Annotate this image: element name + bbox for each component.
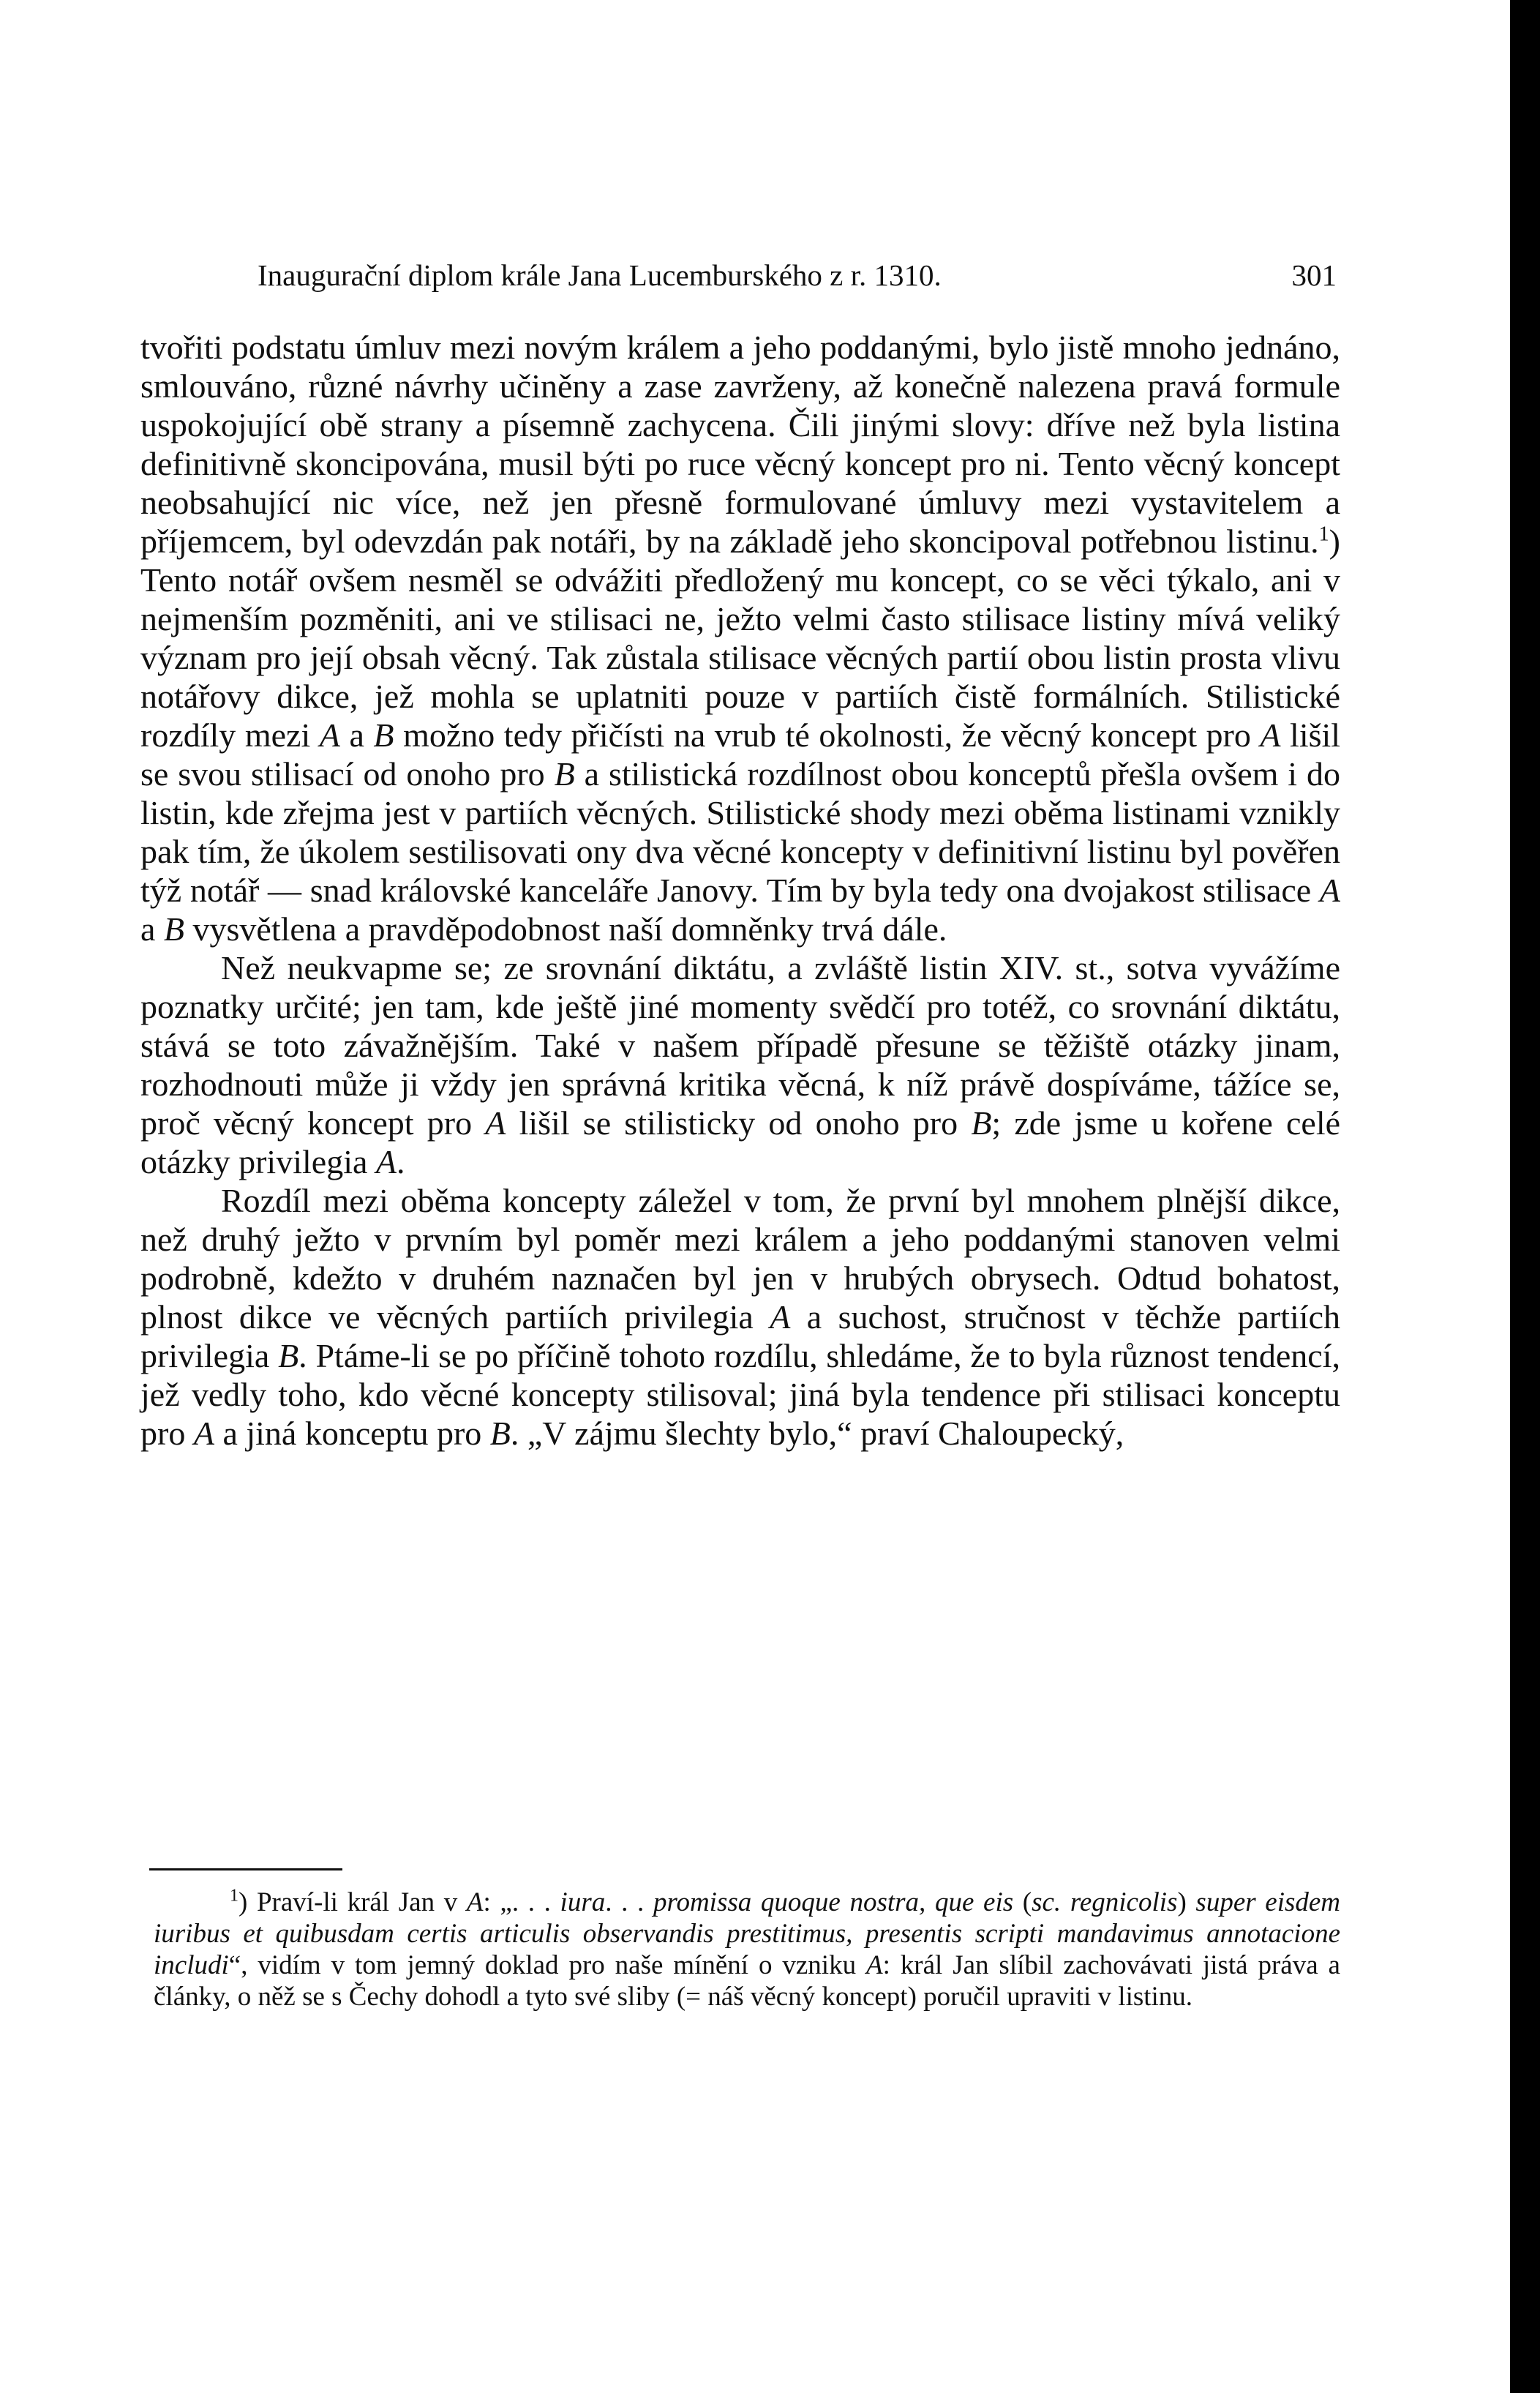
footnote-paragraph	[154, 1887, 1340, 2012]
text-run: Rozdíl mezi oběma koncepty záležel v tom, že první byl mnohem plnější dikce, než druhý ježto v prvním byl poměr mezi králem a jeho poddanými stanoven velmi podrobně, kdežto v druhém naznačen byl jen v hrubých obrysech. Odtud bohatost, plnost dikce ve věcných partiích privilegia	[140, 1182, 1340, 1336]
paragraph-3	[140, 1181, 1340, 1453]
text-run: možno tedy přičísti na vrub té okolnosti, že věcný koncept pro	[403, 716, 1251, 754]
document-siglum: B	[971, 1104, 992, 1142]
footnote-marker: 1	[230, 1886, 238, 1906]
text-run: a stilistická rozdílnost obou konceptů přešla ovšem i do listin, kde zřejma jest v partiích věcných. Stilistické shody mezi oběma listinami vznikly pak tím, že úkolem sestilisovati ony dva věcné koncepty v definitivní listinu byl pověřen týž notář — snad královské kanceláře Janovy. Tím by byla tedy ona dvojakost stilisace	[140, 755, 1341, 909]
document-siglum: A	[865, 1950, 883, 1980]
footnote-divider	[149, 1868, 342, 1870]
text-run: (	[1022, 1887, 1032, 1917]
text-run: .	[397, 1143, 405, 1180]
paragraph-2	[140, 948, 1340, 1181]
text-run: “, vidím v tom jemný doklad pro naše mínění o vzniku	[228, 1950, 857, 1980]
document-siglum: A	[466, 1887, 484, 1917]
running-head	[258, 255, 1337, 296]
text-run: . „V zájmu šlechty bylo,“ praví Chaloupecký,	[510, 1415, 1124, 1452]
text-run: . Ptáme-li se po příčině tohoto rozdílu, shledáme, že to byla různost tendencí, jež vedly toho, kdo věcné koncepty stilisoval; jiná byla tendence při stilisaci konceptu pro	[140, 1337, 1341, 1452]
document-siglum: B	[163, 910, 185, 948]
text-run: : „. . .	[483, 1887, 551, 1917]
document-siglum: A	[1319, 872, 1341, 909]
text-run: ) Tento notář ovšem nesměl se odvážiti předložený mu koncept, co se věci týkalo, ani v nejmenším pozměniti, ani ve stilisaci ne, ježto velmi často stilisace listiny mívá veliký význam pro její obsah věcný. Tak zůstala stilisace věcných partií obou listin prosta vlivu notářovy dikce, jež mohla se uplatniti pouze v partiích čistě formálních. Stilistické rozdíly mezi	[140, 523, 1340, 754]
text-run: ; zde jsme u kořene celé otázky privilegia	[140, 1104, 1341, 1180]
text-run: a	[140, 910, 156, 948]
document-siglum: A	[485, 1104, 506, 1142]
document-siglum: A	[1260, 716, 1281, 754]
document-siglum: A	[319, 716, 340, 754]
paragraph-1	[140, 328, 1340, 948]
text-run: lišil se stilisticky od onoho pro	[519, 1104, 958, 1142]
text-run: ) Praví-li král Jan v	[238, 1887, 458, 1917]
latin-quote: sc. regnicolis	[1032, 1887, 1178, 1917]
text-run: vysvětlena a pravděpodobnost naší domněnky trvá dále.	[192, 910, 947, 948]
text-run: lišil se svou stilisací od onoho pro	[140, 716, 1341, 793]
text-run: tvořiti podstatu úmluv mezi novým králem a jeho poddanými, bylo jistě mnoho jednáno, smlouváno, různé návrhy učiněny a zase zavrženy, až konečně nalezena pravá formule uspokojující obě strany a písemně zachycena. Čili jinými slovy: dříve než byla listina definitivně skoncipována, musil býti po ruce věcný koncept pro ni. Tento věcný koncept neobsahující nic více, než jen přesně formulované úmluvy mezi vystavitelem a příjemcem, byl odevzdán pak notáři, by na základě jeho skoncipoval potřebnou listinu.	[140, 329, 1340, 560]
document-siglum: A	[770, 1298, 791, 1336]
document-siglum: A	[193, 1415, 214, 1452]
text-run: : král Jan slíbil zachovávati jistá práva a články, o něž se s Čechy dohodl a tyto své sliby (= náš věcný koncept) poručil upraviti v listinu.	[154, 1950, 1340, 2012]
page-number: 301	[1291, 258, 1337, 292]
footnote	[154, 1887, 1340, 2012]
document-siglum: B	[373, 716, 394, 754]
document-siglum: A	[375, 1143, 397, 1180]
text-run: a jiná konceptu pro	[222, 1415, 482, 1452]
text-run: . . .	[605, 1887, 645, 1917]
document-siglum: B	[278, 1337, 299, 1374]
document-siglum: B	[554, 755, 575, 793]
text-run: Než neukvapme se; ze srovnání diktátu, a zvláště listin XIV. st., sotva vyvážíme poznatky určité; jen tam, kde ještě jiné momenty svědčí pro totéž, co srovnání diktátu, stává se toto závažnějším. Také v našem případě přesune se těžiště otázky jinam, rozhodnouti může ji vždy jen správná kritika věcná, k níž právě dospíváme, tážíce se, proč věcný koncept pro	[140, 949, 1340, 1142]
body-text	[140, 328, 1340, 1453]
footnote-reference: 1	[1318, 523, 1329, 546]
latin-quote: iura	[560, 1887, 606, 1917]
latin-quote: super eisdem iuribus et quibusdam certis articulis observandis prestitimus, presentis scripti mandavimus annotacione includi	[154, 1887, 1341, 1980]
running-title: Inaugurační diplom krále Jana Lucemburského z r. 1310.	[258, 258, 942, 292]
scan-border	[1510, 0, 1540, 2393]
document-siglum: B	[489, 1415, 511, 1452]
text-run: a	[349, 716, 364, 754]
text-run: a suchost, stručnost v těchže partiích privilegia	[140, 1298, 1340, 1374]
latin-quote: promissa quoque nostra, que eis	[653, 1887, 1014, 1917]
text-run: )	[1177, 1887, 1187, 1917]
